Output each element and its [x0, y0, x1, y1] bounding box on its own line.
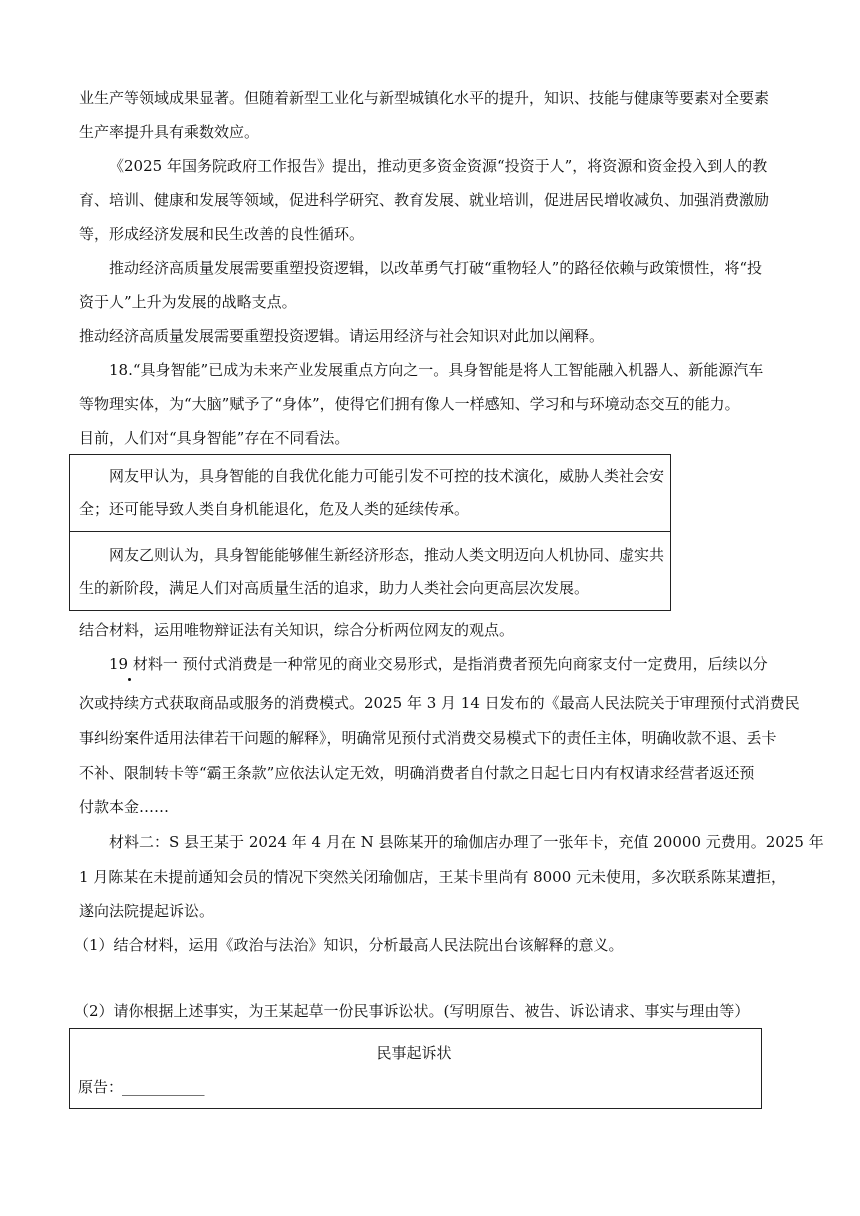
- question-prompt: 推动经济高质量发展需要重塑投资逻辑。请运用经济与社会知识对此加以阐释。: [79, 327, 605, 345]
- opinion-b-text: 生的新阶段，满足人们对高质量生活的追求，助力人类社会向更高层次发展。: [79, 579, 590, 597]
- text-line: 目前，人们对“具身智能”存在不同看法。: [79, 429, 350, 447]
- text-line: 不补、限制转卡等“霸王条款”应依法认定无效，明确消费者自付款之日起七日内有权请求经营者返还预: [79, 764, 755, 782]
- text-line: 等物理实体，为“大脑”赋予了“身体”，使得它们拥有像人一样感知、学习和与环境动态交互的能力。: [79, 395, 740, 413]
- text-line: 次或持续方式获取商品或服务的消费模式。2025 年 3 月 14 日发布的《最高人民法院关于审理预付式消费民: [79, 694, 800, 712]
- text-line: 《2025 年国务院政府工作报告》提出，推动更多资金资源“投资于人”，将资源和资金投入到人的教: [109, 157, 768, 175]
- text-line: 育、培训、健康和发展等领域，促进科学研究、教育发展、就业培训，促进居民增收减负、加强消费激励: [79, 191, 770, 209]
- text-line: 遂向法院提起诉讼。: [79, 902, 215, 920]
- box-divider: [70, 531, 670, 532]
- question-prompt: 结合材料，运用唯物辩证法有关知识，综合分析两位网友的观点。: [79, 621, 515, 639]
- sub-question-1: （1）结合材料，运用《政治与法治》知识，分析最高人民法院出台该解释的意义。: [74, 936, 624, 954]
- text-line: 生产率提升具有乘数效应。: [79, 123, 260, 141]
- question-18-text: 18.“具身智能”已成为未来产业发展重点方向之一。具身智能是将人工智能融入机器人、新能源汽车: [109, 361, 764, 379]
- plaintiff-blank[interactable]: ___________: [122, 1078, 205, 1096]
- form-title: 民事起诉状: [376, 1044, 452, 1062]
- sub-question-2: （2）请你根据上述事实，为王某起草一份民事诉讼状。(写明原告、被告、诉讼请求、事实与理由等）: [74, 1002, 750, 1020]
- emphasis-dot: [128, 678, 131, 681]
- text-line: 事纠纷案件适用法律若干问题的解释》，明确常见预付式消费交易模式下的责任主体，明确收款不退、丢卡: [79, 729, 777, 747]
- opinion-b-text: 网友乙则认为，具身智能能够催生新经济形态，推动人类文明迈向人机协同、虚实共: [109, 546, 665, 564]
- question-19-text: 19 材料一 预付式消费是一种常见的商业交易形式，是指消费者预先向商家支付一定费用，后续以分: [109, 655, 768, 673]
- text-line: 付款本金……: [79, 798, 170, 816]
- text-line: 1 月陈某在未提前通知会员的情况下突然关闭瑜伽店，王某卡里尚有 8000 元未使用，多次联系陈某遭拒，: [79, 868, 787, 886]
- text-line: 等，形成经济发展和民生改善的良性循环。: [79, 225, 365, 243]
- text-line: 业生产等领域成果显著。但随着新型工业化与新型城镇化水平的提升，知识、技能与健康等要素对全要素: [79, 89, 770, 107]
- text-line: 资于人”上升为发展的战略支点。: [79, 293, 297, 311]
- material-two-text: 材料二：S 县王某于 2024 年 4 月在 N 县陈某开的瑜伽店办理了一张年卡，充值 20000 元费用。2025 年: [109, 833, 824, 851]
- plaintiff-label: 原告：: [78, 1078, 124, 1096]
- opinion-a-text: 网友甲认为，具身智能的自我优化能力可能引发不可控的技术演化，威胁人类社会安: [109, 467, 665, 485]
- text-line: 推动经济高质量发展需要重塑投资逻辑，以改革勇气打破“重物轻人”的路径依赖与政策惯性，将“投: [109, 259, 763, 277]
- opinion-a-text: 全；还可能导致人类自身机能退化，危及人类的延续传承。: [79, 500, 470, 518]
